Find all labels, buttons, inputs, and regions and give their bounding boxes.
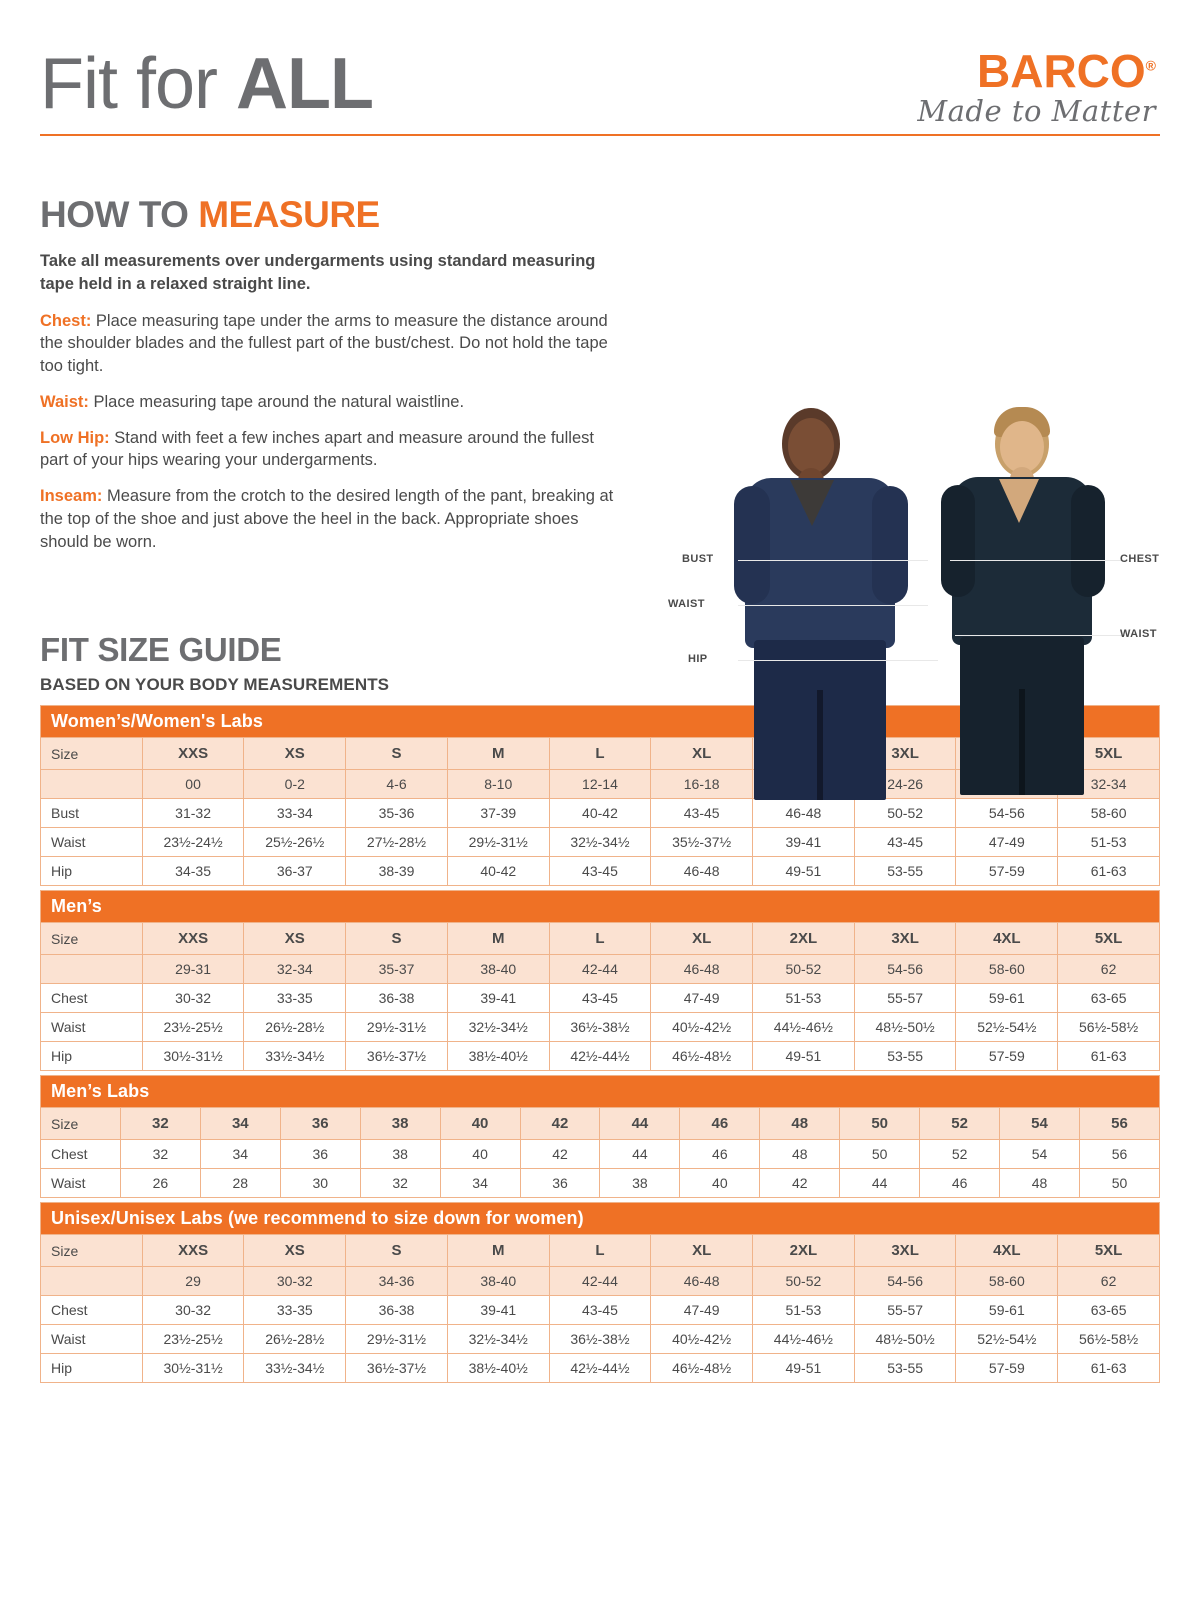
measurement-cell: 32 [120,1140,200,1169]
numeric-size-cell: 42-44 [549,1267,651,1296]
measurement-cell: 40½-42½ [651,1325,753,1354]
numeric-size-cell: 0-2 [244,770,346,799]
measure-lead: Take all measurements over undergarments using standard measuring tape held in a relaxed straight line. [40,252,596,293]
how-to-measure-title-plain: HOW TO [40,194,199,235]
size-header-cell: M [447,923,549,955]
size-header-cell: 4XL [956,923,1058,955]
measurement-cell: 31-32 [142,799,244,828]
measurement-cell: 42½-44½ [549,1042,651,1071]
measurement-row-label: Waist [41,828,143,857]
measurement-row-label: Chest [41,1140,121,1169]
measure-item-chest [40,310,620,378]
measurement-cell: 43-45 [549,857,651,886]
measurement-cell: 43-45 [854,828,956,857]
measurement-cell: 53-55 [854,1354,956,1383]
measurement-cell: 26½-28½ [244,1013,346,1042]
size-table-numeric-row [41,1267,1160,1296]
measurement-cell: 33½-34½ [244,1354,346,1383]
table-row [41,1169,1160,1198]
measurement-cell: 40 [680,1169,760,1198]
measurement-cell: 38½-40½ [447,1042,549,1071]
numeric-size-cell: 50-52 [753,1267,855,1296]
size-header-cell: 42 [520,1108,600,1140]
measurement-cell: 23½-25½ [142,1325,244,1354]
numeric-size-cell: 46-48 [651,955,753,984]
size-header-cell: 2XL [753,1235,855,1267]
measurement-cell: 57-59 [956,1042,1058,1071]
measure-item-inseam-label: Inseam: [40,487,103,506]
measurement-cell: 46½-48½ [651,1042,753,1071]
measurement-cell: 47-49 [651,1296,753,1325]
measurement-row-label: Waist [41,1169,121,1198]
measurement-cell: 26½-28½ [244,1325,346,1354]
bust-guide-line [738,560,928,561]
measurement-cell: 40½-42½ [651,1013,753,1042]
measurement-cell: 51-53 [753,1296,855,1325]
measurement-row-label: Bust [41,799,143,828]
hip-guide-line [738,660,938,661]
page-header [40,0,1160,128]
size-header-cell: 56 [1079,1108,1159,1140]
male-pants-gap [1019,689,1025,795]
numeric-size-cell: 16-18 [651,770,753,799]
measurement-cell: 63-65 [1058,984,1160,1013]
size-table-header-row [41,923,1160,955]
measurement-cell: 34 [440,1169,520,1198]
measurement-cell: 44 [840,1169,920,1198]
measurement-cell: 46 [920,1169,1000,1198]
measure-item-inseam [40,485,620,553]
measurement-row-label: Waist [41,1013,143,1042]
measurement-cell: 30-32 [142,984,244,1013]
size-header-cell: XXS [142,738,244,770]
how-to-measure-title-accent: MEASURE [198,194,380,235]
numeric-size-cell: 29 [142,1267,244,1296]
numeric-size-cell: 34-36 [346,1267,448,1296]
measure-item-chest-label: Chest: [40,311,92,330]
measurement-cell: 50 [840,1140,920,1169]
size-header-cell: 4XL [956,1235,1058,1267]
measurement-cell: 33½-34½ [244,1042,346,1071]
size-table-category-row [41,1203,1160,1235]
size-header-cell: 36 [280,1108,360,1140]
measurement-cell: 40-42 [549,799,651,828]
measure-item-waist-text: Place measuring tape around the natural waistline. [88,392,465,411]
brand-name-text: BARCO [977,45,1146,97]
measurement-cell: 46 [680,1140,760,1169]
measurement-cell: 35-36 [346,799,448,828]
size-table-header-row [41,1108,1160,1140]
measurement-cell: 44½-46½ [753,1013,855,1042]
measurement-cell: 52½-54½ [956,1325,1058,1354]
female-face [788,418,834,474]
male-v-neckline [999,479,1039,523]
numeric-size-cell: 4-6 [346,770,448,799]
size-header-cell: 5XL [1058,1235,1160,1267]
measurement-cell: 32½-34½ [447,1325,549,1354]
measurement-row-label: Hip [41,1354,143,1383]
measurement-cell: 32½-34½ [447,1013,549,1042]
numeric-row-label [41,1267,143,1296]
size-header-cell: 48 [760,1108,840,1140]
measurement-cell: 39-41 [447,984,549,1013]
measurement-cell: 34 [200,1140,280,1169]
brand-tagline: Made to Matter [917,94,1156,128]
numeric-size-cell: 8-10 [447,770,549,799]
size-header-cell: 3XL [854,923,956,955]
size-label-cell: Size [41,738,143,770]
size-header-cell: 3XL [854,1235,956,1267]
size-table [40,1202,1160,1383]
numeric-row-label [41,955,143,984]
measurement-cell: 27½-28½ [346,828,448,857]
measurement-cell: 30½-31½ [142,1042,244,1071]
measurement-cell: 25½-26½ [244,828,346,857]
size-table-numeric-row [41,955,1160,984]
measurement-row-label: Hip [41,857,143,886]
measurement-cell: 54-56 [956,799,1058,828]
measurement-cell: 56½-58½ [1058,1325,1160,1354]
size-header-cell: 44 [600,1108,680,1140]
size-header-cell: 52 [920,1108,1000,1140]
measurement-cell: 36-38 [346,1296,448,1325]
male-model-image [925,405,1120,800]
measurement-cell: 44 [600,1140,680,1169]
numeric-size-cell: 35-37 [346,955,448,984]
measurement-cell: 33-35 [244,1296,346,1325]
table-row [41,857,1160,886]
size-header-cell: 46 [680,1108,760,1140]
label-bust: BUST [682,553,714,565]
measure-item-chest-text: Place measuring tape under the arms to measure the distance around the shoulder blades and the fullest part of the bust/chest. Do not hold the tape too tight. [40,311,608,376]
measurement-cell: 48½-50½ [854,1325,956,1354]
numeric-size-cell: 38-40 [447,1267,549,1296]
measurement-cell: 59-61 [956,1296,1058,1325]
size-header-cell: XS [244,1235,346,1267]
numeric-size-cell: 38-40 [447,955,549,984]
size-header-cell: XL [651,923,753,955]
measurement-cell: 37-39 [447,799,549,828]
table-row [41,1325,1160,1354]
size-table-category-row [41,1076,1160,1108]
measurement-cell: 40-42 [447,857,549,886]
measurement-cell: 23½-25½ [142,1013,244,1042]
measurement-cell: 32½-34½ [549,828,651,857]
fit-size-guide-subtitle: BASED ON YOUR BODY MEASUREMENTS [40,675,390,695]
measurement-cell: 35½-37½ [651,828,753,857]
size-header-cell: S [346,738,448,770]
chest-guide-line [950,560,1125,561]
size-header-cell: XS [244,923,346,955]
measurement-row-label: Waist [41,1325,143,1354]
waist-guide-line-male [955,635,1125,636]
measurement-cell: 29½-31½ [346,1013,448,1042]
measurement-cell: 36-37 [244,857,346,886]
measure-item-inseam-text: Measure from the crotch to the desired length of the pant, breaking at the top of the shoe and just above the heel in the back. Appropriate shoes should be worn. [40,487,614,551]
measurement-cell: 26 [120,1169,200,1198]
measurement-cell: 48 [760,1140,840,1169]
measure-item-waist [40,391,620,414]
female-model-image [720,400,920,800]
size-table-header-row [41,1235,1160,1267]
numeric-size-cell: 24-26 [854,770,956,799]
label-waist-left: WAIST [668,598,705,610]
measurement-cell: 39-41 [447,1296,549,1325]
measurement-cell: 23½-24½ [142,828,244,857]
table-row [41,1013,1160,1042]
size-label-cell: Size [41,1108,121,1140]
size-header-cell: L [549,923,651,955]
measurement-cell: 36-38 [346,984,448,1013]
size-header-cell: 5XL [1058,738,1160,770]
brand-name [917,45,1156,97]
measure-item-low-hip [40,427,620,473]
size-header-cell: XL [651,1235,753,1267]
table-row [41,1296,1160,1325]
measurement-cell: 56 [1079,1140,1159,1169]
measurement-cell: 46-48 [651,857,753,886]
measurement-cell: 58-60 [1058,799,1160,828]
measurement-cell: 49-51 [753,857,855,886]
measurement-cell: 53-55 [854,1042,956,1071]
measure-item-low-hip-text: Stand with feet a few inches apart and measure around the fullest part of your hips wearing your undergarments. [40,428,594,470]
measurement-cell: 50-52 [854,799,956,828]
numeric-size-cell: 62 [1058,955,1160,984]
waist-guide-line-female [738,605,928,606]
female-pants-gap [817,690,823,800]
table-row [41,984,1160,1013]
measurement-cell: 48 [1000,1169,1080,1198]
male-left-sleeve [941,485,975,597]
measurement-cell: 36 [520,1169,600,1198]
numeric-size-cell: 12-14 [549,770,651,799]
measurement-cell: 49-51 [753,1354,855,1383]
size-header-cell: XXS [142,1235,244,1267]
model-photo-group [660,370,1160,800]
measurement-cell: 51-53 [753,984,855,1013]
size-label-cell: Size [41,1235,143,1267]
measurement-cell: 40 [440,1140,520,1169]
measurement-cell: 56½-58½ [1058,1013,1160,1042]
size-table [40,890,1160,1071]
measurement-cell: 36½-37½ [346,1042,448,1071]
measurement-row-label: Chest [41,984,143,1013]
measurement-cell: 32 [360,1169,440,1198]
measurement-cell: 43-45 [651,799,753,828]
measurement-cell: 46½-48½ [651,1354,753,1383]
measurement-cell: 47-49 [651,984,753,1013]
male-right-sleeve [1071,485,1105,597]
measurement-cell: 38½-40½ [447,1354,549,1383]
size-header-cell: 38 [360,1108,440,1140]
numeric-row-label [41,770,143,799]
numeric-size-cell: 29-31 [142,955,244,984]
numeric-size-cell: 62 [1058,1267,1160,1296]
measurement-cell: 55-57 [854,984,956,1013]
measurement-cell: 61-63 [1058,1042,1160,1071]
numeric-size-cell: 00 [142,770,244,799]
measurement-cell: 34-35 [142,857,244,886]
measure-item-low-hip-label: Low Hip: [40,428,110,447]
size-header-cell: 50 [840,1108,920,1140]
measurement-cell: 57-59 [956,1354,1058,1383]
measurement-cell: 44½-46½ [753,1325,855,1354]
size-table-category-label: Men’s [41,891,1160,923]
measurement-cell: 53-55 [854,857,956,886]
measurement-cell: 59-61 [956,984,1058,1013]
size-table-category-label: Unisex/Unisex Labs (we recommend to size down for women) [41,1203,1160,1235]
female-right-sleeve [872,486,908,604]
measurement-cell: 54 [1000,1140,1080,1169]
size-header-cell: S [346,923,448,955]
fit-size-guide-title: FIT SIZE GUIDE [40,631,282,669]
measurement-cell: 43-45 [549,984,651,1013]
measurement-cell: 50 [1079,1169,1159,1198]
measurement-cell: 29½-31½ [447,828,549,857]
size-header-cell: L [549,738,651,770]
measurement-cell: 36½-37½ [346,1354,448,1383]
size-header-cell: M [447,738,549,770]
size-label-cell: Size [41,923,143,955]
numeric-size-cell: 54-56 [854,1267,956,1296]
table-row [41,828,1160,857]
numeric-size-cell: 30-32 [244,1267,346,1296]
size-header-cell: 40 [440,1108,520,1140]
measurement-cell: 36 [280,1140,360,1169]
measurement-cell: 30 [280,1169,360,1198]
table-row [41,799,1160,828]
registered-mark: ® [1145,57,1156,74]
measurement-cell: 46-48 [753,799,855,828]
measurement-cell: 30-32 [142,1296,244,1325]
male-face [1000,421,1044,473]
male-model-body [925,405,1120,800]
size-header-cell: 2XL [753,923,855,955]
how-to-measure-text [40,250,620,553]
measurement-row-label: Hip [41,1042,143,1071]
measurement-cell: 38 [360,1140,440,1169]
measurement-cell: 30½-31½ [142,1354,244,1383]
brand-logo [917,45,1160,128]
size-header-cell: L [549,1235,651,1267]
numeric-size-cell: 58-60 [956,955,1058,984]
measurement-cell: 38-39 [346,857,448,886]
measurement-cell: 61-63 [1058,857,1160,886]
measurement-row-label: Chest [41,1296,143,1325]
size-header-cell: 3XL [854,738,956,770]
measurement-cell: 36½-38½ [549,1013,651,1042]
measurement-cell: 63-65 [1058,1296,1160,1325]
size-header-cell: 34 [200,1108,280,1140]
measurement-cell: 48½-50½ [854,1013,956,1042]
label-hip: HIP [688,653,708,665]
size-header-cell: XS [244,738,346,770]
size-header-cell: 5XL [1058,923,1160,955]
measure-item-waist-label: Waist: [40,392,89,411]
measurement-cell: 61-63 [1058,1354,1160,1383]
size-table-category-label: Women’s/Women's Labs [41,706,1160,738]
size-header-cell: 54 [1000,1108,1080,1140]
size-header-cell: XXS [142,923,244,955]
measurement-cell: 42 [760,1169,840,1198]
size-header-cell: XL [651,738,753,770]
label-chest: CHEST [1120,553,1160,565]
how-to-measure-title [40,194,1160,236]
numeric-size-cell: 58-60 [956,1267,1058,1296]
numeric-size-cell: 46-48 [651,1267,753,1296]
numeric-size-cell: 32-34 [244,955,346,984]
measurement-cell: 55-57 [854,1296,956,1325]
size-tables-host [40,705,1160,1383]
numeric-size-cell: 32-34 [1058,770,1160,799]
page-title-bold: ALL [236,44,373,124]
measurement-cell: 36½-38½ [549,1325,651,1354]
size-header-cell: S [346,1235,448,1267]
page-title [40,44,373,124]
table-row [41,1354,1160,1383]
measurement-cell: 33-34 [244,799,346,828]
measurement-cell: 33-35 [244,984,346,1013]
measurement-cell: 57-59 [956,857,1058,886]
measurement-cell: 39-41 [753,828,855,857]
size-table-category-label: Men’s Labs [41,1076,1160,1108]
table-row [41,1140,1160,1169]
female-model-body [720,400,920,800]
size-table-category-row [41,891,1160,923]
page-title-light: Fit for [40,44,237,124]
measurement-cell: 29½-31½ [346,1325,448,1354]
table-row [41,1042,1160,1071]
size-table [40,1075,1160,1198]
measurement-cell: 38 [600,1169,680,1198]
measurement-cell: 47-49 [956,828,1058,857]
size-header-cell: 32 [120,1108,200,1140]
measurement-cell: 43-45 [549,1296,651,1325]
measurement-cell: 42½-44½ [549,1354,651,1383]
measurement-cell: 42 [520,1140,600,1169]
header-divider [40,134,1160,136]
measurement-cell: 52 [920,1140,1000,1169]
female-v-neckline [790,480,834,526]
measurement-cell: 49-51 [753,1042,855,1071]
size-header-cell: M [447,1235,549,1267]
measurement-cell: 28 [200,1169,280,1198]
measurement-cell: 51-53 [1058,828,1160,857]
label-waist-right: WAIST [1120,628,1157,640]
numeric-size-cell: 50-52 [753,955,855,984]
female-left-sleeve [734,486,770,604]
numeric-size-cell: 54-56 [854,955,956,984]
numeric-size-cell: 42-44 [549,955,651,984]
measurement-cell: 52½-54½ [956,1013,1058,1042]
